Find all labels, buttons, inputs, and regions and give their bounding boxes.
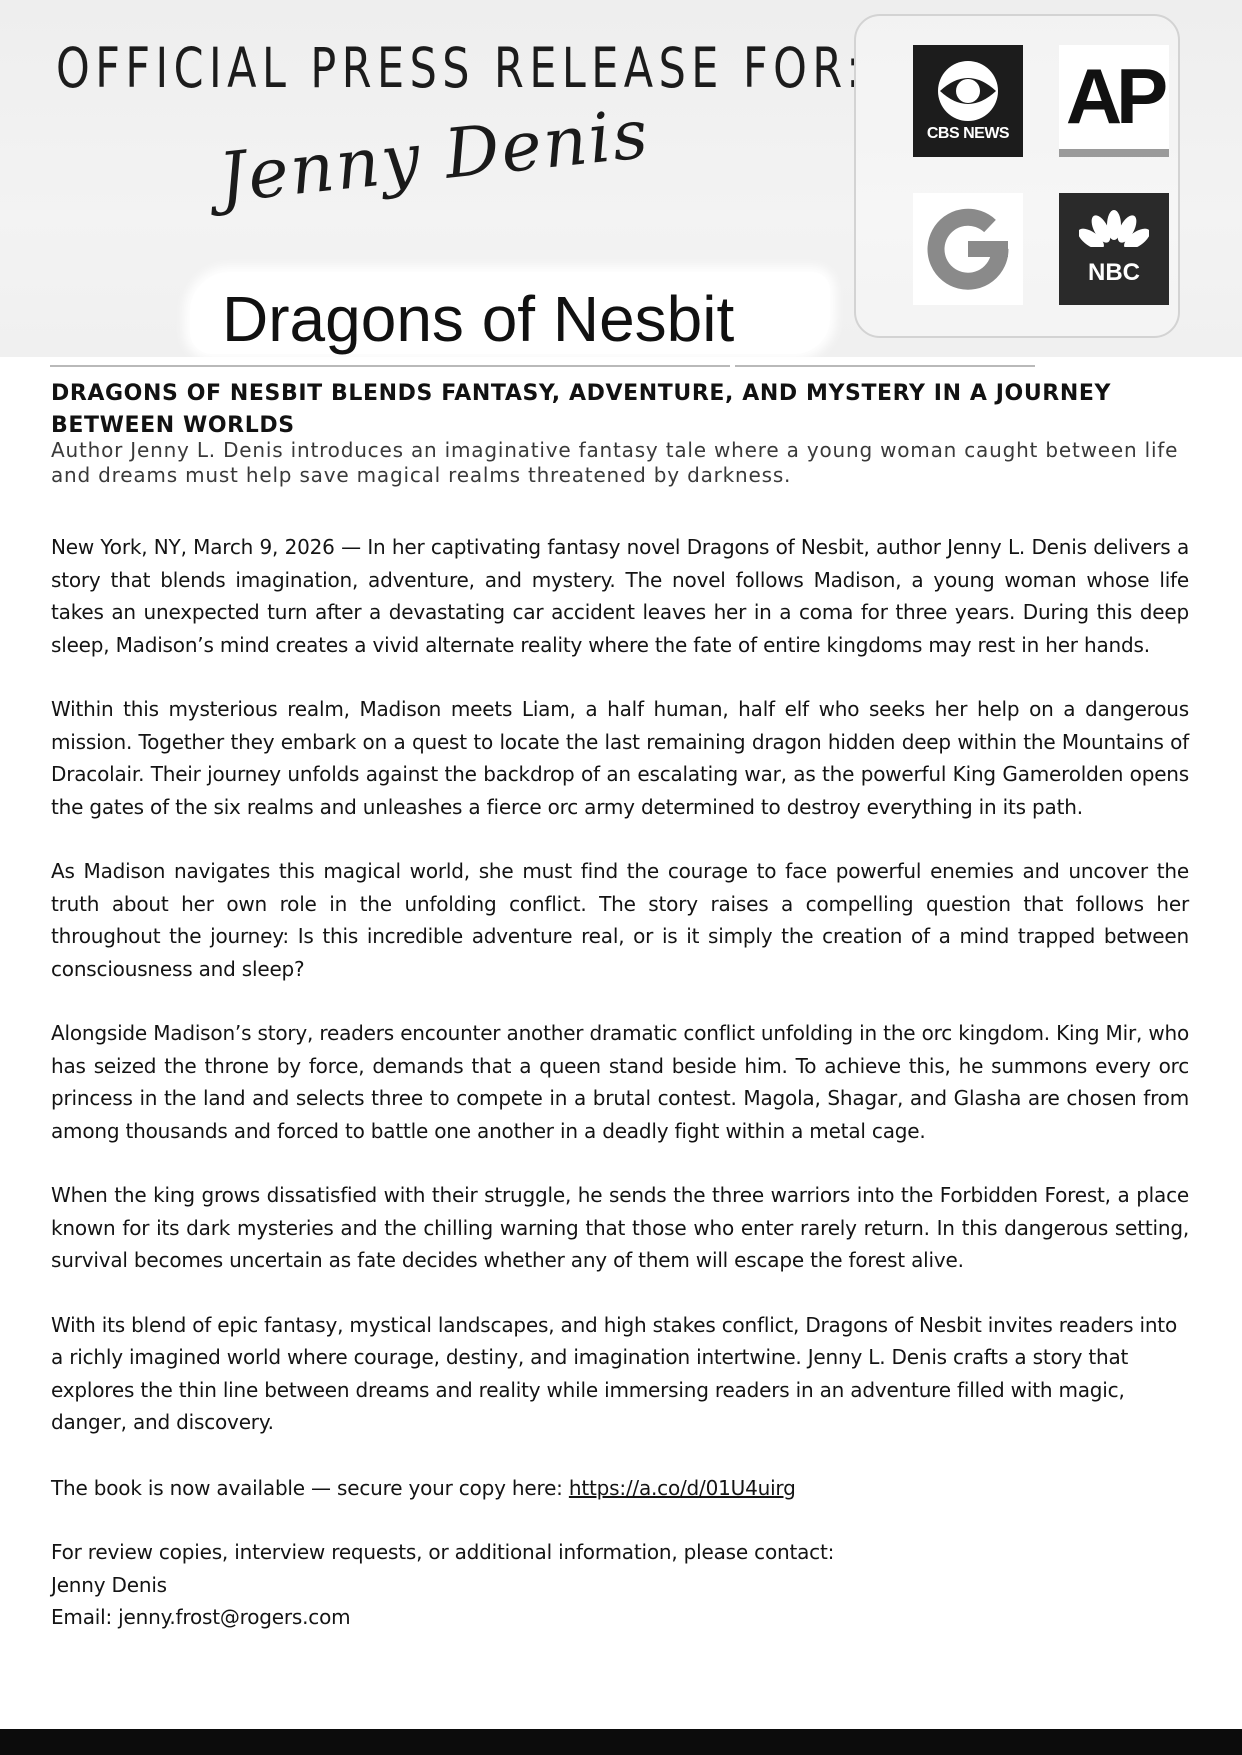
press-body	[51, 531, 1189, 1634]
purchase-link[interactable]: https://a.co/d/01U4uirg	[568, 1475, 796, 1500]
author-signature: Jenny Denis	[215, 94, 654, 219]
cbs-eye-icon	[936, 59, 1000, 123]
body-paragraph: New York, NY, March 9, 2026 — In her captivating fantasy novel Dragons of Nesbit, author Jenny L. Denis delivers a story that blends imagination, adventure, and mystery. The novel follows Madison, a young woman whose life takes an unexpected turn after a devastating car accident leaves her in a coma for three years. During this deep sleep, Madison’s mind creates a vivid alternate reality where the fate of entire kingdoms may rest in her hands.	[51, 535, 1189, 657]
google-logo	[913, 193, 1023, 305]
body-paragraph: When the king grows dissatisfied with their struggle, he sends the three warriors into the Forbidden Forest, a place known for its dark mysteries and the chilling warning that those who enter rarely return. In this dangerous setting, survival becomes uncertain as fate decides whether any of them will escape the forest alive.	[51, 1183, 1189, 1272]
press-subheadline: Author Jenny L. Denis introduces an imaginative fantasy tale where a young woman caught between life and dreams must help save magical realms threatened by darkness.	[51, 438, 1179, 487]
contact-name: Jenny Denis	[51, 1572, 167, 1597]
ap-underline	[1059, 149, 1169, 157]
cbs-news-logo	[913, 45, 1023, 157]
press-headline: DRAGONS OF NESBIT BLENDS FANTASY, ADVENTURE, AND MYSTERY IN A JOURNEY BETWEEN WORLDS	[51, 381, 1112, 438]
divider-line	[735, 365, 1035, 367]
body-paragraph: With its blend of epic fantasy, mystical landscapes, and high stakes conflict, Dragons of Nesbit invites readers into a richly imagined world where courage, destiny, and imagination intertwine. Jenny L. Denis crafts a story that explores the thin line between dreams and reality while immersing readers in an adventure filled with magic, danger, and discovery.	[51, 1312, 1177, 1434]
nbc-wordmark: NBC	[1088, 259, 1140, 286]
header-banner	[0, 0, 1242, 357]
contact-intro: For review copies, interview requests, or additional information, please contact:	[51, 1540, 835, 1564]
nbc-logo	[1059, 193, 1169, 305]
cbs-news-wordmark: CBS NEWS	[926, 125, 1010, 142]
book-title: Dragons of Nesbit	[222, 283, 735, 355]
contact-email: Email: jenny.frost@rogers.com	[51, 1605, 351, 1629]
body-paragraph: Within this mysterious realm, Madison meets Liam, a half human, half elf who seeks her help on a dangerous mission. Together they embark on a quest to locate the last remaining dragon hidden deep within the Mountains of Dracolair. Their journey unfolds against the backdrop of an escalating war, as the powerful King Gamerolden opens the gates of the six realms and unleashes a fierce orc army determined to destroy everything in its path.	[51, 697, 1189, 819]
divider-line	[50, 365, 730, 367]
footer-bar	[0, 1729, 1242, 1755]
media-logo-panel	[854, 14, 1180, 338]
body-paragraph: Alongside Madison’s story, readers encounter another dramatic conflict unfolding in the orc kingdom. King Mir, who has seized the throne by force, demands that a queen stand beside him. To achieve this, he summons every orc princess in the land and selects three to compete in a brutal contest. Magola, Shagar, and Glasha are chosen from among thousands and forced to battle one another in a deadly fight within a metal cage.	[51, 1021, 1189, 1143]
press-release-label: OFFICIAL PRESS RELEASE FOR:	[56, 36, 867, 100]
nbc-peacock-icon	[1079, 209, 1149, 257]
ap-wordmark: AP	[1065, 52, 1163, 140]
body-paragraph: As Madison navigates this magical world, she must find the courage to face powerful enemies and uncover the truth about her own role in the unfolding conflict. The story raises a compelling question that follows her throughout the journey: Is this incredible adventure real, or is it simply the creation of a mind trapped between consciousness and sleep?	[51, 859, 1189, 981]
google-g-icon	[918, 199, 1018, 299]
availability-line	[51, 1472, 1189, 1505]
availability-text: The book is now available — secure your copy here:	[51, 1475, 569, 1500]
contact-block	[51, 1536, 1189, 1634]
ap-logo	[1059, 45, 1169, 157]
